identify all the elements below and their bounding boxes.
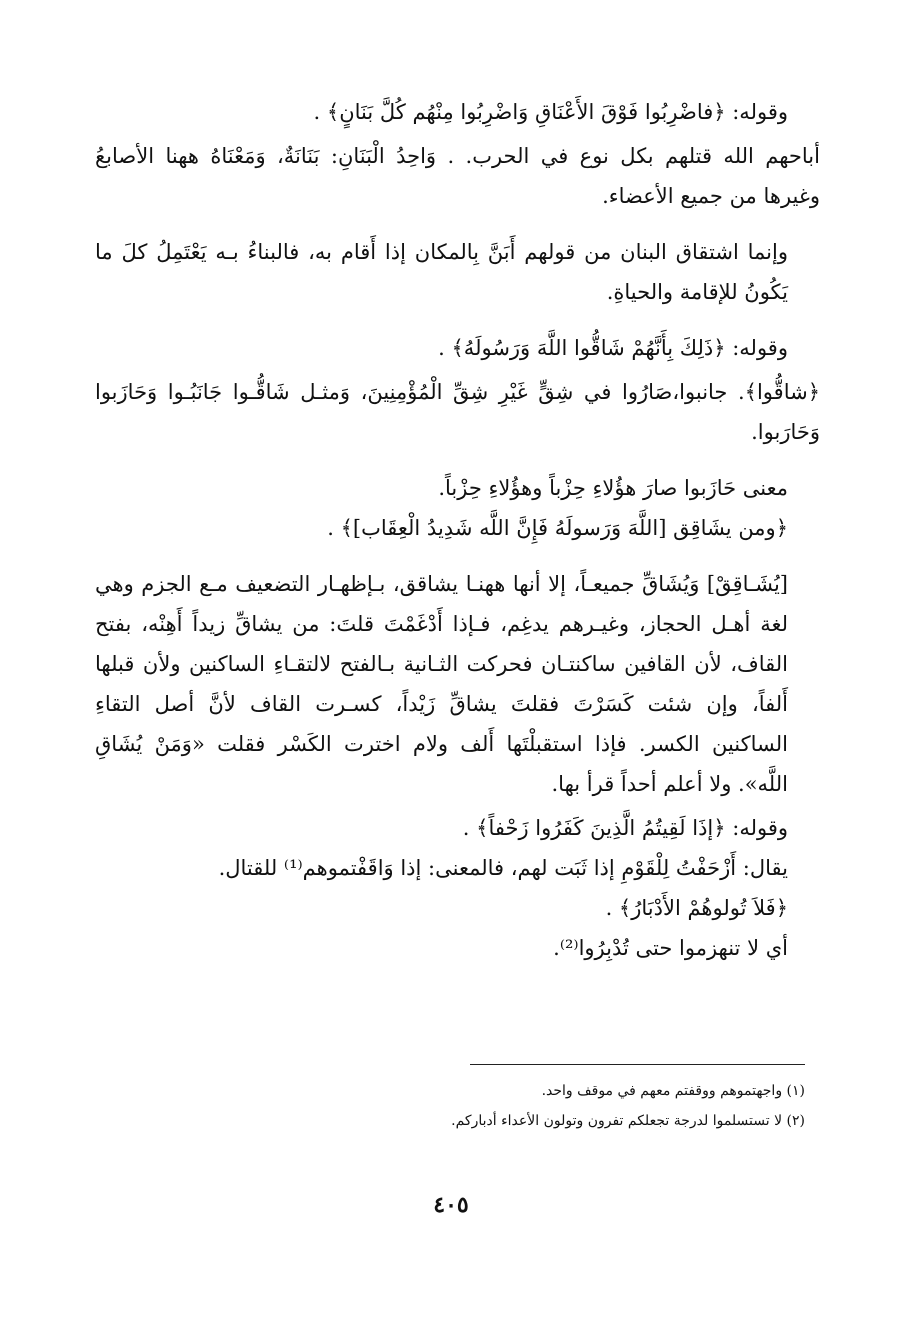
verse-line: وقوله: ﴿فاضْرِبُوا فَوْقَ الأَعْنَاقِ وَاضْرِبُوا مِنْهُم كُلَّ بَنَانٍ﴾ . xyxy=(313,100,788,124)
verse-line: وقوله: ﴿ذَلِكَ بِأَنَّهُمْ شَاقُّوا اللَّهَ وَرَسُولَهُ﴾ . xyxy=(438,336,788,360)
footnote: (٢) لا تستسلموا لدرجة تجعلكم تفرون وتولون الأعداء أدباركم. xyxy=(451,1113,805,1129)
commentary-paragraph: يقال: أَزْحَفْتُ لِلْقَوْمِ إذا ثَبَت لهم، فالمعنى: إذا وَاقَفْتموهم⁽¹⁾ للقتال. xyxy=(218,856,788,880)
footnote: (١) واجهتموهم ووقفتم معهم في موقف واحد. xyxy=(541,1083,805,1099)
commentary-paragraph: ﴿شاقُّوا﴾. جانبوا،صَارُوا في شِقٍّ غَيْرِ شِقِّ الْمُؤْمِنِينَ، وَمثـل شَاقُّـوا جَانَبُـوا وَحَازَبوا وَحَارَبوا. xyxy=(95,380,820,444)
commentary-paragraph: [يُشَـاقِقْ] وَيُشَاقِّ جميعـاً، إلا أنها ههنـا يشاقق، بـإظهـار التضعيف مـع الجزم وهي لغة أهـل الحجاز، وغيـرهم يدغِم، فـإذا أَدْغَمْتَ قلتَ: من يشاقِّ زيداً أَهِنْه، بفتح القاف، لأن القافين ساكنتـان فحركت الثـانية بـالفتح لالتقـاءِ الساكنين ولأن قبلها أَلفاً، وإن شئت كَسَرْتَ فقلتَ يشاقِّ زَيْداً، كسـرت القاف لأنَّ أصل التقاءِ الساكنين الكسر. فإذا استقبلْتَها أَلف ولام اخترت الكَسْر فقلت «وَمَنْ يُشَاقِ اللَّه». ولا أعلم أحداً قرأ بها. xyxy=(95,572,788,796)
commentary-paragraph: وإنما اشتقاق البنان من قولهم أَبَنَّ بِالمكان إذا أَقام به، فالبناءُ بـه يَعْتَمِلُ كلَ ما يَكُونُ للإقامة والحياةِ. xyxy=(95,240,788,304)
verse-line: وقوله: ﴿إذَا لَقِيتُمُ الَّذِينَ كَفَرُوا زَحْفاً﴾ . xyxy=(462,816,788,840)
commentary-paragraph: أي لا تنهزموا حتى تُدْبِرُوا⁽²⁾. xyxy=(553,936,788,960)
commentary-paragraph: أباحهم الله قتلهم بكل نوع في الحرب. . وَاحِدُ الْبَنَانِ: بَنَانَةٌ، وَمَعْنَاهُ ههنا الأصابعُ وغيرها من جميع الأعضاء. xyxy=(95,144,820,208)
verse-line: ﴿فَلاَ تُولوهُمْ الأَدْبَارُ﴾ . xyxy=(605,896,788,920)
commentary-paragraph: معنى حَازَبوا صارَ هؤُلاءِ حِزْباً وهؤُلاءِ حِزْباً. xyxy=(438,476,788,500)
footnotes xyxy=(105,1076,805,1136)
verse-line: ﴿ومن يشَاقِق [اللَّهَ وَرَسولَهُ فَإِنَّ اللَّه شَدِيدُ الْعِقَاب]﴾ . xyxy=(327,516,788,540)
page-number: ٤٠٥ xyxy=(433,1192,469,1218)
footnote-divider xyxy=(470,1064,805,1065)
page-body xyxy=(95,92,820,968)
